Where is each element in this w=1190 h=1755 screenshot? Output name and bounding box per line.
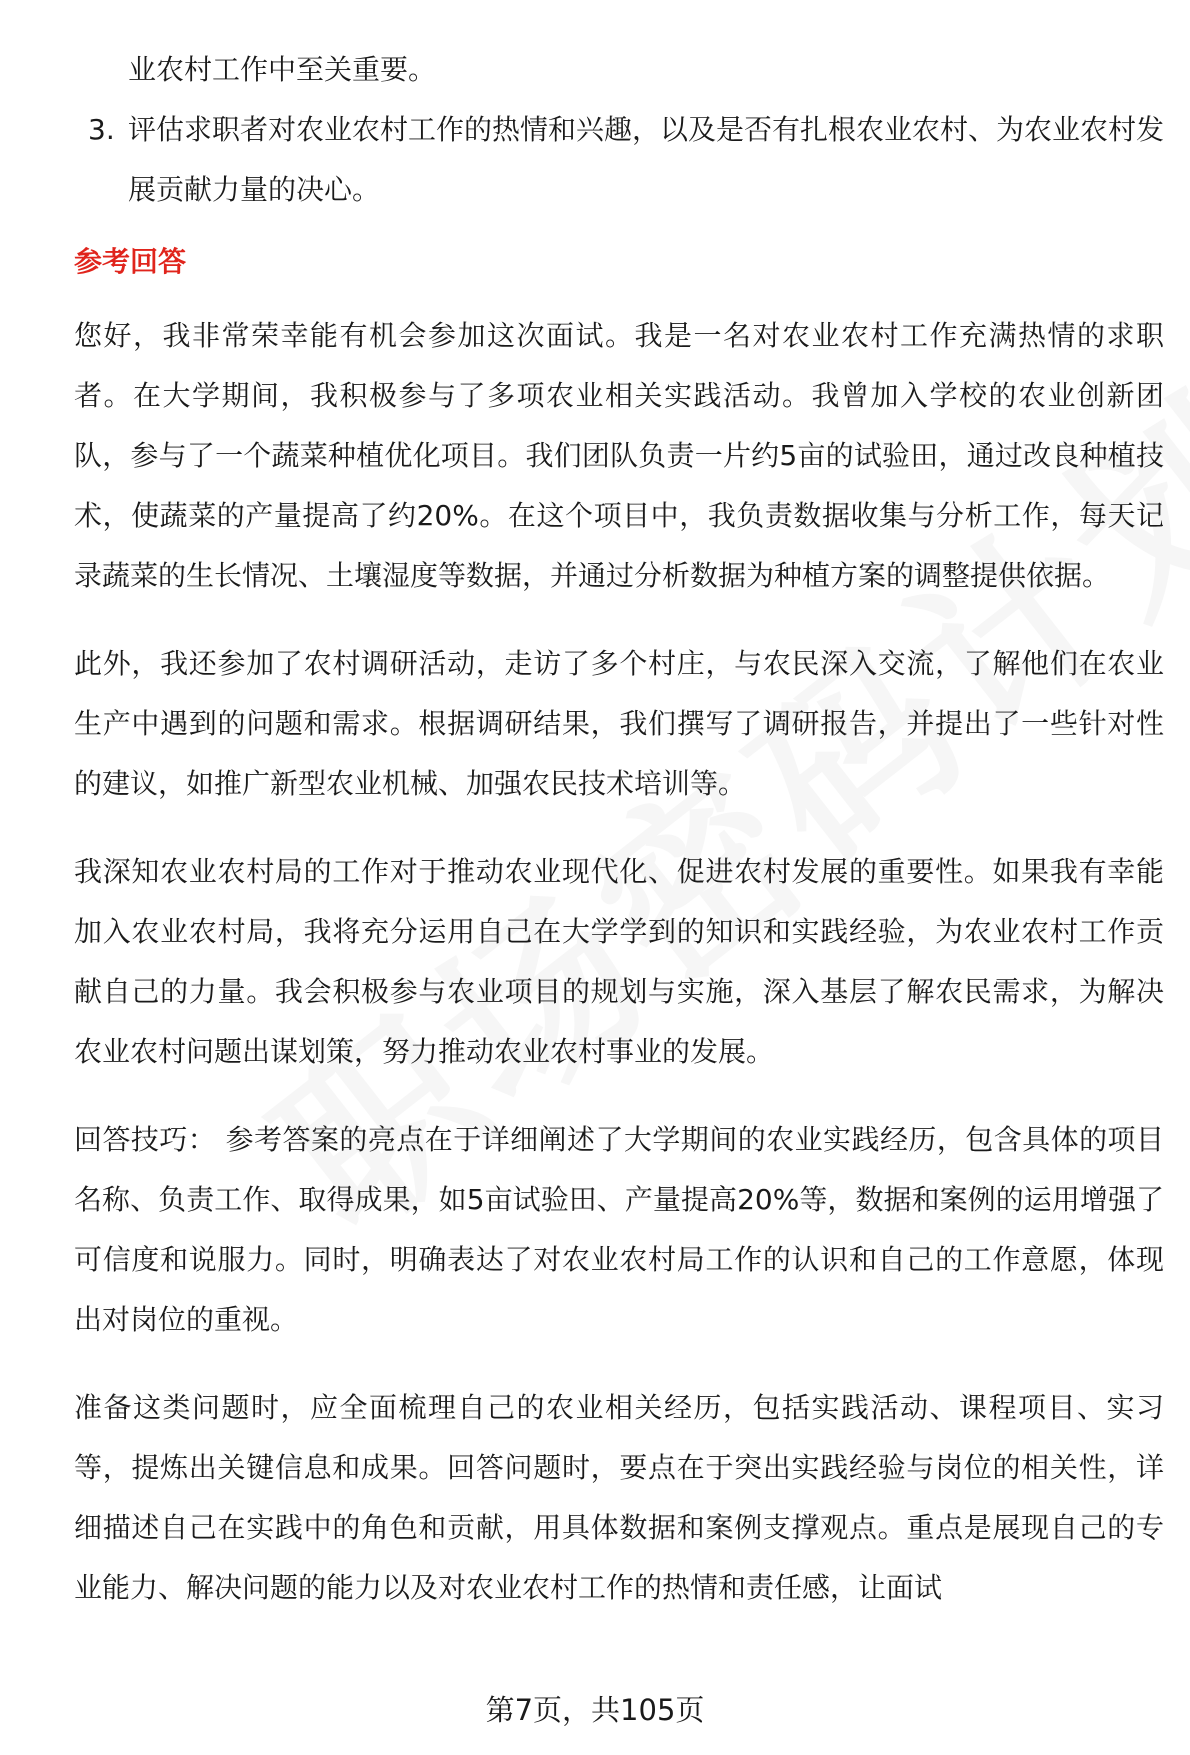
answer-paragraph-1: 您好，我非常荣幸能有机会参加这次面试。我是一名对农业农村工作充满热情的求职者。在大学期间，我积极参与了多项农业相关实践活动。我曾加入学校的农业创新团队，参与了一个蔬菜种植优化项目。我们团队负责一片约5亩的试验田，通过改良种植技术，使蔬菜的产量提高了约20%。在这个项目中，我负责数据收集与分析工作，每天记录蔬菜的生长情况、土壤湿度等数据，并通过分析数据为种植方案的调整提供依据。	[74, 319, 1164, 592]
paragraph-gap	[74, 1350, 1164, 1378]
answer-paragraph-2: 此外，我还参加了农村调研活动，走访了多个村庄，与农民深入交流，了解他们在农业生产中遇到的问题和需求。根据调研结果，我们撰写了调研报告，并提出了一些针对性的建议，如推广新型农业机械、加强农民技术培训等。	[74, 647, 1164, 800]
paragraph-gap	[74, 1082, 1164, 1110]
preparation-paragraph: 准备这类问题时，应全面梳理自己的农业相关经历，包括实践活动、课程项目、实习等，提炼出关键信息和成果。回答问题时，要点在于突出实践经验与岗位的相关性，详细描述自己在实践中的角色和贡献，用具体数据和案例支撑观点。重点是展现自己的专业能力、解决问题的能力以及对农业农村工作的热情和责任感，让面试	[74, 1391, 1164, 1604]
list-item-text: 评估求职者对农业农村工作的热情和兴趣，以及是否有扎根农业农村、为农业农村发展贡献力量的决心。	[128, 113, 1165, 206]
paragraph-gap	[74, 814, 1164, 842]
section-heading: 参考回答	[74, 245, 187, 278]
page-content	[74, 40, 1164, 1618]
list-item-3	[74, 100, 1164, 220]
page-number-footer: 第7页，共105页	[485, 1693, 705, 1727]
paragraph-gap	[74, 606, 1164, 634]
answer-paragraph-3: 我深知农业农村局的工作对于推动农业现代化、促进农村发展的重要性。如果我有幸能加入农业农村局，我将充分运用自己在大学学到的知识和实践经验，为农业农村工作贡献自己的力量。我会积极参与农业项目的规划与实施，深入基层了解农民需求，为解决农业农村问题出谋划策，努力推动农业农村事业的发展。	[74, 855, 1164, 1068]
list-item-2-continuation: 业农村工作中至关重要。	[128, 53, 437, 86]
tips-paragraph: 回答技巧： 参考答案的亮点在于详细阐述了大学期间的农业实践经历，包含具体的项目名称、负责工作、取得成果，如5亩试验田、产量提高20%等，数据和案例的运用增强了可信度和说服力。同时，明确表达了对农业农村局工作的认识和自己的工作意愿，体现出对岗位的重视。	[74, 1123, 1164, 1336]
list-item-number: 3.	[88, 113, 115, 146]
